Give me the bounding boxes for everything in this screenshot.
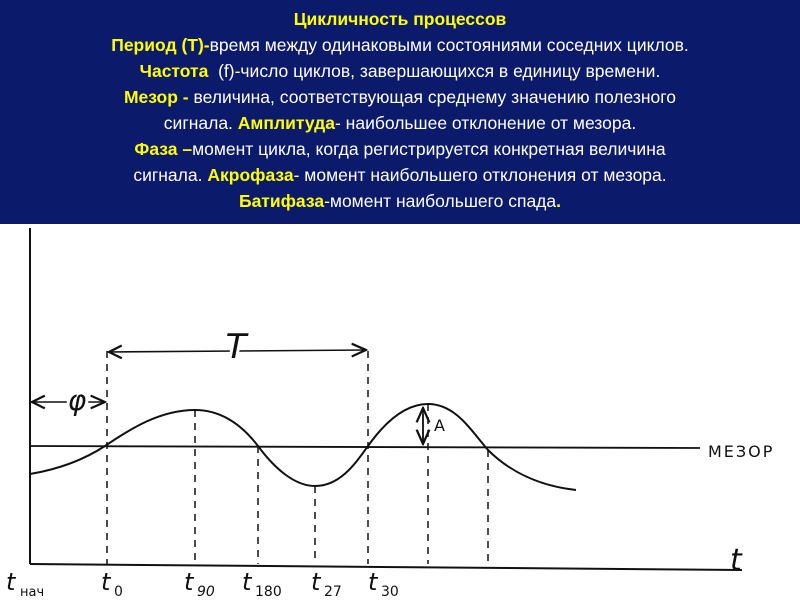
period-label: Т xyxy=(225,327,247,367)
tick-t27 xyxy=(311,568,342,600)
tick-t180-main: t xyxy=(242,568,252,596)
phase-label: φ xyxy=(67,384,87,417)
time-axis-label: t xyxy=(730,543,742,578)
acrophase-term: Акрофаза xyxy=(207,165,294,185)
time-axis xyxy=(30,564,742,570)
tick-t0-main: t xyxy=(101,568,111,596)
mesor-label: МЕЗОР xyxy=(708,442,775,461)
period-term: Период (Т)- xyxy=(111,35,210,55)
amplitude-text: - наибольшее отклонение от мезора. xyxy=(334,113,637,133)
phase-definition xyxy=(0,136,800,162)
tick-t-start-sub: нач xyxy=(20,585,45,600)
tick-t-start-main: t xyxy=(6,568,16,596)
tick-t0-sub: 0 xyxy=(114,584,123,600)
cycle-diagram-svg xyxy=(0,224,800,600)
frequency-definition xyxy=(0,58,800,84)
mesor-term: Мезор - xyxy=(123,87,189,107)
acrophase-definition xyxy=(0,162,800,188)
amplitude-term: Амплитуда xyxy=(237,113,335,133)
bathyphase-definition xyxy=(0,188,800,214)
tick-t0 xyxy=(101,568,123,600)
cycle-diagram xyxy=(0,224,800,600)
tick-t180-sub: 180 xyxy=(255,584,282,600)
tick-t30-sub: 30 xyxy=(381,584,399,600)
phase-text: момент цикла, когда регистрируется конкретная величина xyxy=(192,139,666,159)
frequency-text: (f)-число циклов, завершающихся в единицу времени. xyxy=(218,61,661,81)
tick-t-start xyxy=(6,568,44,600)
tick-t27-sub: 27 xyxy=(324,584,342,600)
period-text: время между одинаковыми состояниями соседних циклов. xyxy=(209,35,689,55)
phase-term: Фаза – xyxy=(134,139,193,159)
mesor-text-2: сигнала. xyxy=(163,113,233,133)
tick-t30 xyxy=(368,568,399,600)
tick-t27-main: t xyxy=(311,568,321,596)
bathyphase-period: . xyxy=(556,191,562,211)
slide-title: Цикличность процессов xyxy=(293,9,507,29)
acrophase-text: - момент наибольшего отклонения от мезора. xyxy=(293,165,667,185)
bathyphase-text: -момент наибольшего спада xyxy=(324,191,557,211)
mesor-definition xyxy=(0,84,800,110)
tick-t90-sub: 90 xyxy=(197,584,215,600)
mesor-line xyxy=(30,446,700,448)
tick-t90 xyxy=(184,568,215,600)
period-definition xyxy=(0,32,800,58)
mesor-text: величина, соответствующая среднему значению полезного xyxy=(193,87,677,107)
bathyphase-term: Батифаза xyxy=(238,191,325,211)
tick-t30-main: t xyxy=(368,568,378,596)
tick-t180 xyxy=(242,568,282,600)
phase-text-2: сигнала. xyxy=(133,165,203,185)
tick-t90-main: t xyxy=(184,568,194,596)
amplitude-label: A xyxy=(434,416,445,435)
frequency-term: Частота xyxy=(139,61,209,81)
mesor-amplitude-line xyxy=(0,110,800,136)
definitions-header xyxy=(0,0,800,224)
